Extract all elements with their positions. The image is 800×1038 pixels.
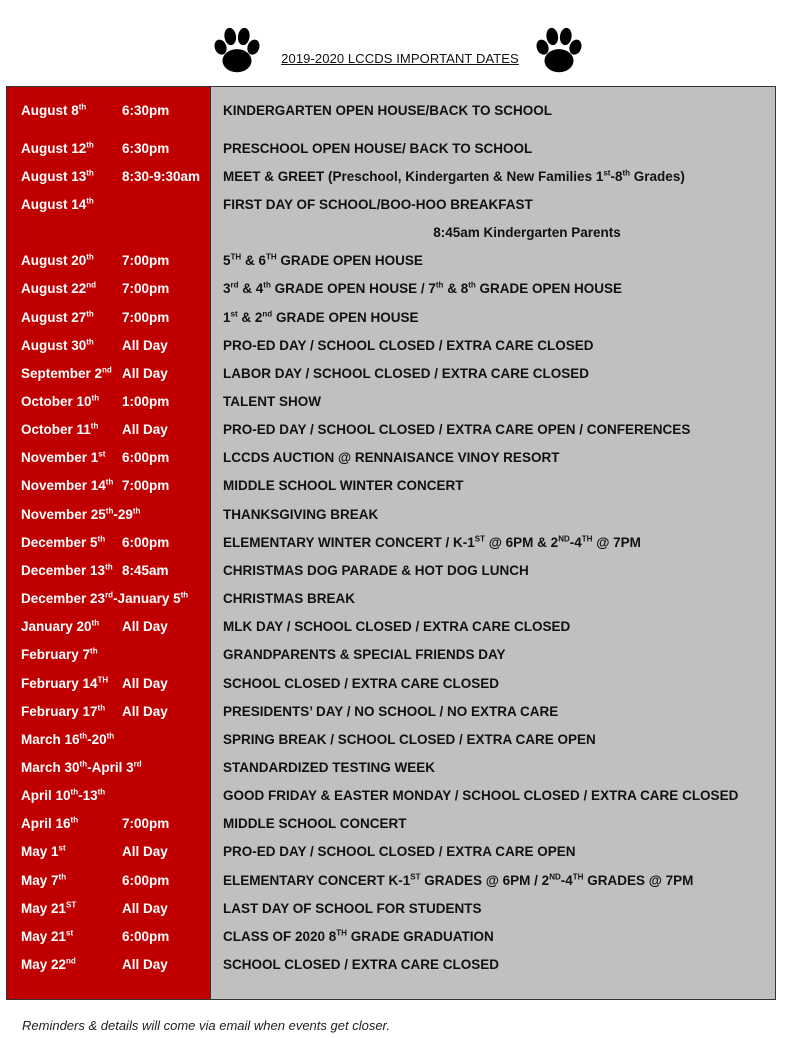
- table-row: [6, 359, 776, 387]
- row-event: MIDDLE SCHOOL WINTER CONCERT: [223, 478, 464, 494]
- row-date: February 14TH: [21, 675, 109, 691]
- row-event: PRO-ED DAY / SCHOOL CLOSED / EXTRA CARE CLOSED: [223, 337, 594, 353]
- row-date: April 10th-13th: [21, 787, 106, 804]
- row-event: GOOD FRIDAY & EASTER MONDAY / SCHOOL CLOSED / EXTRA CARE CLOSED: [223, 788, 739, 804]
- row-date: August 22nd: [21, 280, 97, 297]
- row-date: October 11th: [21, 421, 99, 438]
- row-date: April 16th: [21, 815, 79, 832]
- row-event: THANKSGIVING BREAK: [223, 506, 379, 522]
- table-row: [6, 247, 776, 275]
- table-row: [6, 866, 776, 894]
- row-time: 6:30pm: [122, 102, 170, 118]
- row-date: December 5th: [21, 534, 106, 550]
- table-row: [6, 416, 776, 444]
- table-row: [6, 753, 776, 781]
- table-row: [6, 725, 776, 753]
- table-row: [6, 219, 776, 247]
- row-time: All Day: [122, 957, 168, 972]
- row-date: August 20th: [21, 252, 94, 269]
- row-event: MLK DAY / SCHOOL CLOSED / EXTRA CARE CLOSED: [223, 619, 571, 635]
- row-time: 7:00pm: [122, 253, 170, 269]
- row-date: September 2nd: [21, 365, 112, 381]
- table-row: [6, 669, 776, 697]
- table-row: [6, 190, 776, 218]
- row-event: 5TH & 6TH GRADE OPEN HOUSE: [223, 252, 423, 269]
- table-row: [6, 556, 776, 584]
- row-date: May 22nd: [21, 956, 76, 972]
- row-event: PRESIDENTS’ DAY / NO SCHOOL / NO EXTRA CARE: [223, 703, 559, 719]
- row-date: March 30th-April 3rd: [21, 759, 142, 775]
- row-event: PRO-ED DAY / SCHOOL CLOSED / EXTRA CARE OPEN / CONFERENCES: [223, 422, 691, 438]
- row-date: August 13th: [21, 168, 94, 184]
- table-row: [6, 444, 776, 472]
- row-time: All Day: [122, 337, 168, 353]
- table-row: [6, 388, 776, 416]
- row-time: 7:00pm: [122, 309, 170, 325]
- row-date: February 17th: [21, 703, 106, 719]
- row-event: PRO-ED DAY / SCHOOL CLOSED / EXTRA CARE OPEN: [223, 844, 576, 860]
- row-date: October 10th: [21, 393, 100, 409]
- row-time: All Day: [122, 844, 168, 860]
- row-time: 1:00pm: [122, 394, 170, 409]
- row-time: 6:00pm: [122, 928, 170, 944]
- row-time: All Day: [122, 900, 168, 916]
- table-row: [6, 838, 776, 866]
- row-event: 8:45am Kindergarten Parents: [433, 225, 621, 241]
- row-event: GRANDPARENTS & SPECIAL FRIENDS DAY: [223, 647, 506, 663]
- row-time: 7:00pm: [122, 478, 170, 494]
- table-row: [6, 810, 776, 838]
- page-header: [0, 18, 800, 84]
- table-row: [6, 303, 776, 331]
- row-event: CHRISTMAS DOG PARADE & HOT DOG LUNCH: [223, 562, 529, 578]
- row-event: ELEMENTARY CONCERT K-1ST GRADES @ 6PM / 2ND-4TH GRADES @ 7PM: [223, 872, 694, 888]
- row-event: TALENT SHOW: [223, 394, 321, 409]
- row-time: All Day: [122, 703, 168, 719]
- row-date: August 14th: [21, 196, 94, 212]
- table-row: [6, 96, 776, 124]
- row-time: 8:45am: [122, 562, 169, 578]
- row-date: August 8th: [21, 102, 87, 118]
- table-row: [6, 782, 776, 810]
- row-event: MEET & GREET (Preschool, Kindergarten & New Families 1st-8th Grades): [223, 168, 685, 184]
- row-time: All Day: [122, 619, 168, 635]
- row-date: May 21st: [21, 928, 74, 944]
- row-event: SPRING BREAK / SCHOOL CLOSED / EXTRA CARE OPEN: [223, 731, 596, 747]
- row-time: 6:00pm: [122, 872, 170, 888]
- row-date: August 12th: [21, 140, 94, 156]
- row-event: LAST DAY OF SCHOOL FOR STUDENTS: [223, 900, 482, 916]
- row-time: 7:00pm: [122, 281, 170, 297]
- row-date: August 30th: [21, 337, 94, 353]
- row-event: KINDERGARTEN OPEN HOUSE/BACK TO SCHOOL: [223, 102, 553, 118]
- row-date: November 14th: [21, 477, 114, 494]
- table-row: [6, 331, 776, 359]
- row-date: December 13th: [21, 562, 113, 578]
- table-row: [6, 641, 776, 669]
- row-date: December 23rd-January 5th: [21, 590, 189, 607]
- table-row: [6, 275, 776, 303]
- row-date: November 1st: [21, 449, 106, 466]
- table-row: [6, 922, 776, 950]
- row-time: 7:00pm: [122, 816, 170, 832]
- page-title: 2019-2020 LCCDS IMPORTANT DATES: [281, 51, 519, 66]
- row-time: 6:00pm: [122, 450, 170, 466]
- row-time: 6:30pm: [122, 140, 170, 156]
- row-time: 8:30-9:30am: [122, 168, 201, 184]
- row-event: SCHOOL CLOSED / EXTRA CARE CLOSED: [223, 957, 500, 972]
- row-date: March 16th-20th: [21, 731, 115, 747]
- row-event: CHRISTMAS BREAK: [223, 591, 356, 607]
- row-date: May 1st: [21, 843, 66, 860]
- table-row: [6, 697, 776, 725]
- footer-note: Reminders & details will come via email when events get closer.: [22, 1018, 391, 1033]
- paw-print-icon: [530, 22, 588, 80]
- row-date: August 27th: [21, 309, 94, 325]
- row-date: January 20th: [21, 618, 100, 635]
- paw-print-icon: [208, 22, 266, 80]
- row-date: May 21ST: [21, 900, 77, 916]
- table-row: [6, 162, 776, 190]
- row-event: 1st & 2nd GRADE OPEN HOUSE: [223, 309, 419, 325]
- table-row: [6, 894, 776, 922]
- row-date: May 7th: [21, 872, 67, 888]
- row-event: FIRST DAY OF SCHOOL/BOO-HOO BREAKFAST: [223, 196, 533, 212]
- row-event: MIDDLE SCHOOL CONCERT: [223, 816, 407, 832]
- row-event: LABOR DAY / SCHOOL CLOSED / EXTRA CARE CLOSED: [223, 365, 590, 381]
- row-event: SCHOOL CLOSED / EXTRA CARE CLOSED: [223, 675, 500, 691]
- table-row: [6, 951, 776, 979]
- table-row: [6, 528, 776, 556]
- row-event: LCCDS AUCTION @ RENNAISANCE VINOY RESORT: [223, 450, 560, 466]
- row-date: November 25th-29th: [21, 506, 141, 522]
- row-time: All Day: [122, 365, 168, 381]
- row-event: ELEMENTARY WINTER CONCERT / K-1ST @ 6PM & 2ND-4TH @ 7PM: [223, 534, 641, 550]
- row-event: STANDARDIZED TESTING WEEK: [223, 759, 435, 775]
- table-row: [6, 585, 776, 613]
- row-event: 3rd & 4th GRADE OPEN HOUSE / 7th & 8th GRADE OPEN HOUSE: [223, 280, 623, 297]
- row-event: PRESCHOOL OPEN HOUSE/ BACK TO SCHOOL: [223, 140, 533, 156]
- row-date: February 7th: [21, 646, 98, 663]
- table-row: [6, 472, 776, 500]
- row-time: All Day: [122, 422, 168, 438]
- row-time: All Day: [122, 675, 168, 691]
- table-row: [6, 613, 776, 641]
- table-row: [6, 500, 776, 528]
- table-row: [6, 134, 776, 162]
- row-event: CLASS OF 2020 8TH GRADE GRADUATION: [223, 928, 494, 944]
- row-time: 6:00pm: [122, 534, 170, 550]
